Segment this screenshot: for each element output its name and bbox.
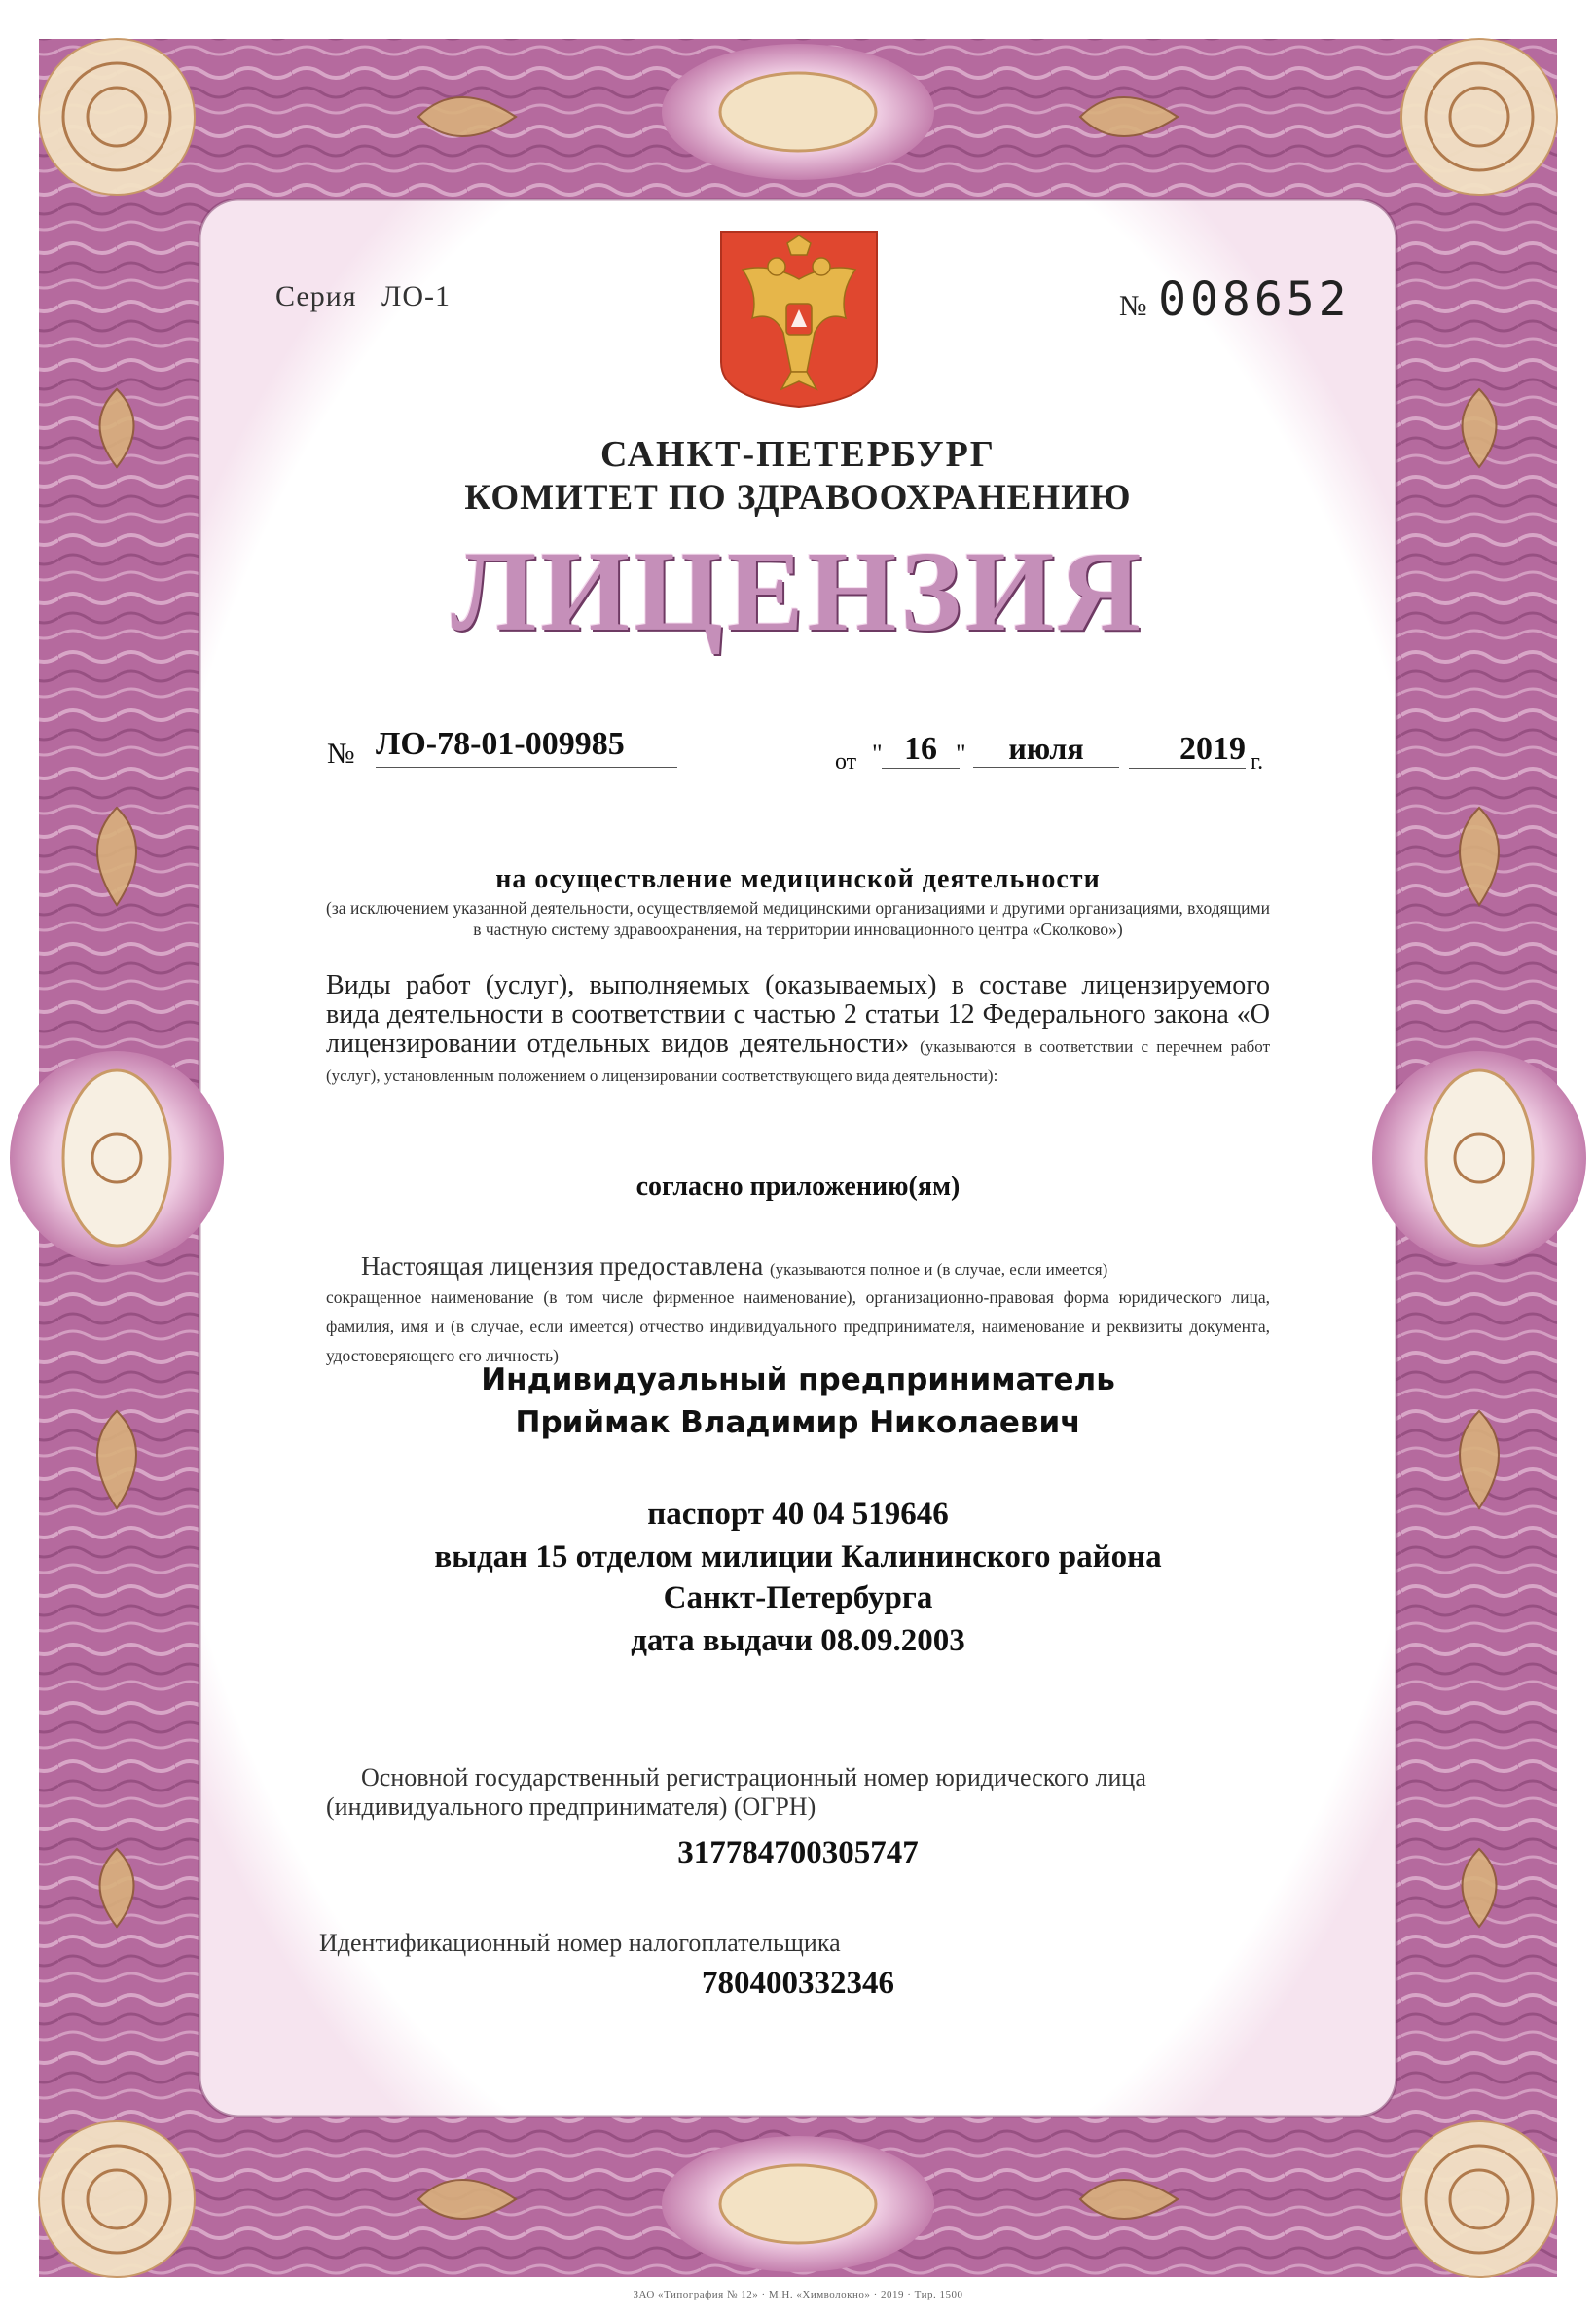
activity-exclusion-note: (за исключением указанной деятельности, осуществляемой медицинскими организациями и другими организациями, входящими в частную систему здравоохранения, на территории инновационного центра «Сколково») xyxy=(326,898,1270,939)
inn-label: Идентификационный номер налогоплательщика xyxy=(319,1929,841,1957)
works-paragraph xyxy=(326,971,1270,1088)
license-date-prefix: от xyxy=(835,749,857,775)
holder-passport-issue-date: дата выдачи 08.09.2003 xyxy=(631,1623,965,1658)
coat-of-arms-icon xyxy=(713,226,885,411)
granted-note-inline: (указываются полное и (в случае, если имеется) xyxy=(769,1260,1108,1279)
series xyxy=(275,280,451,313)
inn-value: 780400332346 xyxy=(702,1966,894,2001)
holder-passport-issued-by: выдан 15 отделом милиции Калининского района xyxy=(434,1539,1162,1574)
printing-imprint: ЗАО «Типография № 12» · М.Н. «Химволокно» · 2019 · Тир. 1500 xyxy=(633,2289,963,2300)
license-date-quote-close: " xyxy=(956,740,966,768)
document-title: ЛИЦЕНЗИЯ xyxy=(451,527,1145,655)
ogrn-value: 317784700305747 xyxy=(677,1835,919,1870)
holder-name: Приймак Владимир Николаевич xyxy=(515,1405,1081,1440)
granted-paragraph xyxy=(326,1251,1270,1281)
blank-number-sign: № xyxy=(1119,290,1147,322)
license-date-year: 2019 xyxy=(1129,731,1246,769)
blank-number xyxy=(1119,272,1351,327)
license-number-label: № xyxy=(327,738,355,770)
series-value: ЛО-1 xyxy=(381,280,452,312)
works-note: (указываются в соответствии с перечнем работ (услуг), установленным положением о лицензировании соответствующего вида деятельности): xyxy=(326,1037,1271,1085)
authority-committee: КОМИТЕТ ПО ЗДРАВООХРАНЕНИЮ xyxy=(464,478,1132,518)
annex-reference: согласно приложению(ям) xyxy=(635,1172,961,1202)
authority-city: САНКТ-ПЕТЕРБУРГ xyxy=(600,434,996,475)
holder-type: Индивидуальный предприниматель xyxy=(481,1362,1115,1397)
license-date-month: июля xyxy=(973,731,1119,768)
holder-passport-issued-city: Санкт-Петербурга xyxy=(663,1580,933,1615)
granted-note: сокращенное наименование (в том числе фирменное наименование), организационно-правовая форма юридического лица, фамилия, имя и (в случае, если имеется) отчество индивидуального предпринимателя, наименование и реквизиты документа, удостоверяющего его личность) xyxy=(326,1287,1270,1365)
blank-number-value: 008652 xyxy=(1158,272,1351,327)
works-text: Виды работ (услуг), выполняемых (оказываемых) в составе лицензируемого вида деятельности в соответствии с частью 2 статьи 12 Федерального закона «О лицензировании отдельных видов деятельности» xyxy=(326,970,1270,1059)
license-date-year-suffix: г. xyxy=(1251,749,1264,775)
ogrn-label: Основной государственный регистрационный номер юридического лица (индивидуального предпринимателя) (ОГРН) xyxy=(326,1763,1146,1821)
series-label: Серия xyxy=(275,280,357,312)
license-date-day: 16 xyxy=(882,731,960,769)
holder-passport: паспорт 40 04 519646 xyxy=(647,1497,949,1532)
activity-title: на осуществление медицинской деятельности xyxy=(495,864,1101,894)
license-number: ЛО-78-01-009985 xyxy=(376,726,677,768)
license-date-quote-open: " xyxy=(872,740,883,768)
granted-text: Настоящая лицензия предоставлена xyxy=(361,1251,764,1281)
